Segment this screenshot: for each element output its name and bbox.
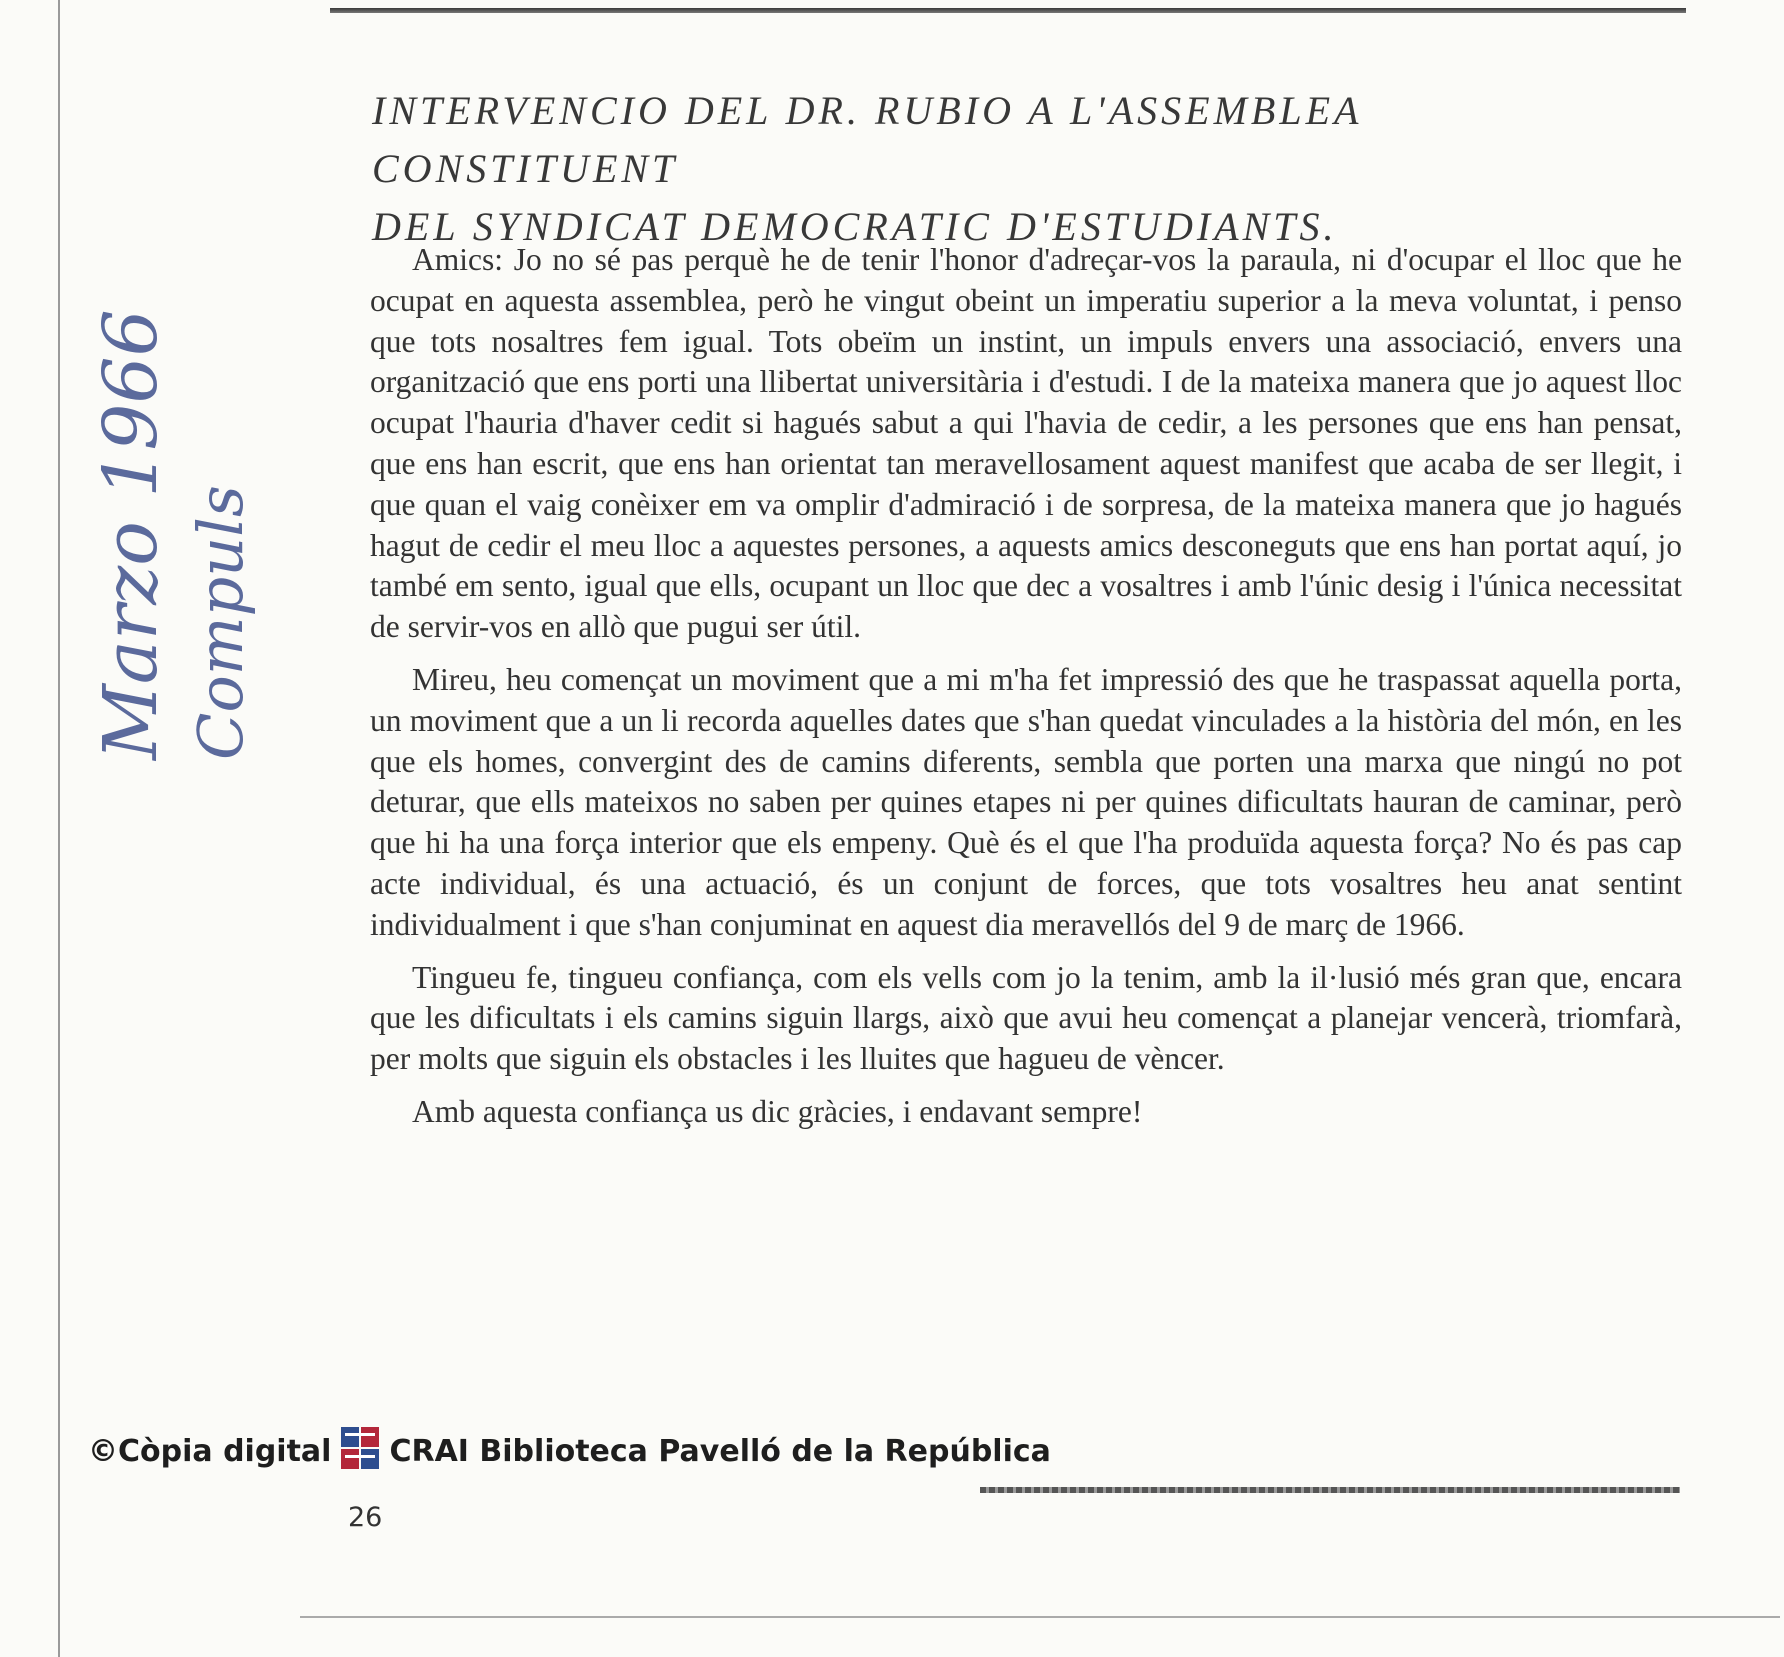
copyright-watermark [88, 1425, 1051, 1477]
document-title [372, 82, 1682, 256]
footer-rule [980, 1487, 1680, 1493]
title-line-1: INTERVENCIO DEL DR. RUBIO A L'ASSEMBLEA CONSTITUENT [372, 88, 1362, 191]
page-number: 26 [348, 1502, 383, 1533]
annotation-date: Marzo 1966 [88, 309, 174, 760]
document-body [370, 240, 1682, 1145]
bottom-rule [300, 1616, 1780, 1618]
title-line-2: DEL SYNDICAT DEMOCRATIC D'ESTUDIANTS. [372, 204, 1338, 249]
watermark-institution: CRAI Biblioteca Pavelló de la República [389, 1433, 1051, 1469]
paragraph-1: Amics: Jo no sé pas perquè he de tenir l'honor d'adreçar-vos la paraula, ni d'ocupar el lloc que he ocupat en aquesta assemblea, però he vingut obeint un imperatiu superior a la meva voluntat, i penso que tots nosaltres fem igual. Tots obeïm un instint, un impuls envers una associació, envers una organització que ens porti una llibertat universitària i d'estudi. I de la mateixa manera que jo aquest lloc ocupat l'hauria d'haver cedit si hagués sabut a qui l'havia de cedir, a les persones que ens han pensat, que ens han escrit, que ens han orientat tan meravellosament aquest manifest que acaba de ser llegit, i que quan el vaig conèixer em va omplir d'admiració i de sorpresa, de la mateixa manera que jo hagués hagut de cedir el meu lloc a aquestes persones, a aquests amics desconeguts que ens han portat aquí, jo també em sento, igual que ells, ocupant un lloc que dec a vosaltres i amb l'únic desig i l'única necessitat de servir-vos en allò que pugui ser útil. [370, 242, 1682, 645]
top-rule [330, 8, 1686, 13]
annotation-note: Compuls [184, 485, 257, 760]
left-scan-edge [58, 0, 60, 1657]
paragraph-2: Mireu, heu començat un moviment que a mi m'ha fet impressió des que he traspassat aquella porta, un moviment que a un li recorda aquelles dates que s'han quedat vinculades a la història del món, en les que els homes, convergint des de camins diferents, sembla que porten una marxa que ningú no pot deturar, que ells mateixos no saben per quines etapes ni per quines dificultats hauran de caminar, però que hi ha una força interior que els empeny. Què és el que l'ha produïda aquesta força? No és pas cap acte individual, és una actuació, és un conjunt de forces, que tots vosaltres heu anat sentint individualment i que s'han conjuminat en aquest dia meravellós del 9 de març de 1966. [370, 661, 1682, 942]
library-logo-icon [339, 1425, 381, 1477]
paragraph-3: Tingueu fe, tingueu confiança, com els vells com jo la tenim, amb la il·lusió més gran que, encara que les dificultats i els camins siguin llargs, això que avui heu començat a planejar vencerà, triomfarà, per molts que siguin els obstacles i les lluites que hagueu de vèncer. [370, 959, 1682, 1077]
paragraph-4: Amb aquesta confiança us dic gràcies, i endavant sempre! [412, 1093, 1143, 1129]
watermark-prefix: ©Còpia digital [88, 1433, 332, 1469]
